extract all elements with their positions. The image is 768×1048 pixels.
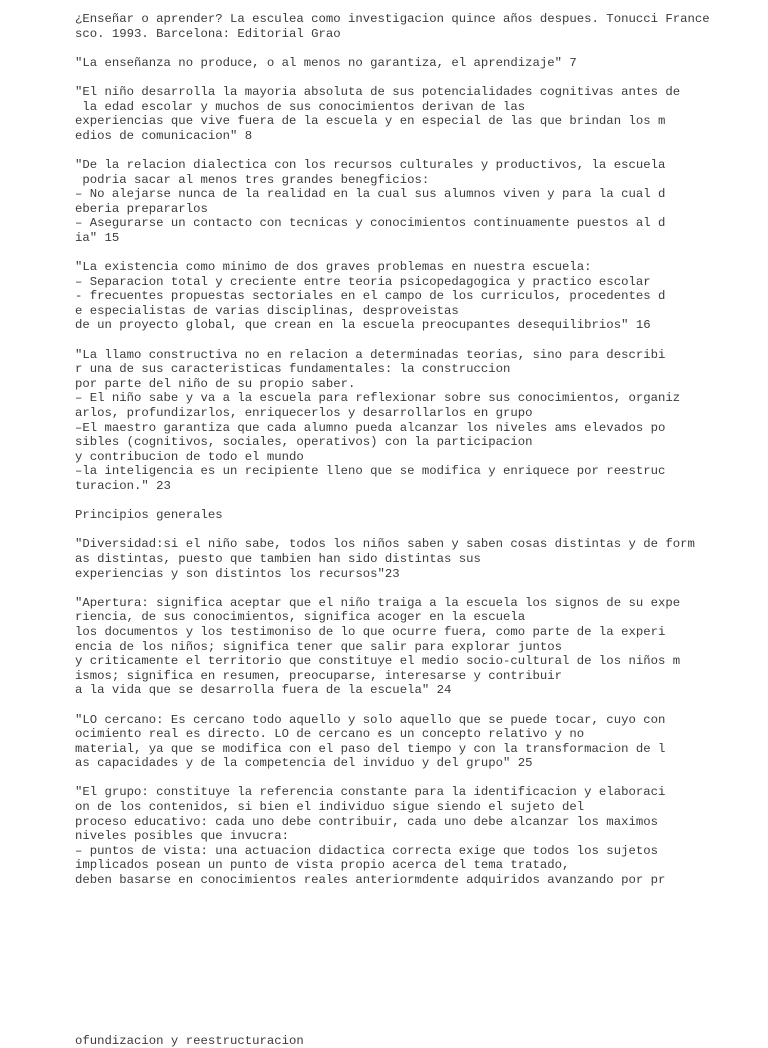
text-line: los documentos y los testimoniso de lo que ocurre fuera, como parte de la experi bbox=[75, 624, 666, 639]
text-line: as distintas, puesto que tambien han sido distintas sus bbox=[75, 551, 481, 566]
text-line: eberia prepararlos bbox=[75, 201, 208, 216]
text-line: niveles posibles que invucra: bbox=[75, 829, 290, 844]
text-line: "Apertura: significa aceptar que el niño traiga a la escuela los signos de su expe bbox=[75, 595, 681, 610]
text-line: ¿Enseñar o aprender? La esculea como investigacion quince años despues. Tonucci France bbox=[75, 12, 710, 26]
text-line: –El maestro garantiza que cada alumno pueda alcanzar los niveles ams elevados po bbox=[75, 420, 666, 435]
text-line: "Diversidad:si el niño sabe, todos los niños saben y saben cosas distintas y de form bbox=[75, 537, 695, 552]
text-line: encia de los niños; significa tener que salir para explorar juntos bbox=[75, 639, 563, 654]
text-line: por parte del niño de su propio saber. bbox=[75, 376, 356, 391]
text-line: podria sacar al menos tres grandes benegficios: bbox=[75, 172, 430, 187]
text-line: material, ya que se modifica con el paso del tiempo y con la transformacion de l bbox=[75, 741, 666, 756]
document-text bbox=[75, 12, 755, 1048]
text-line: proceso educativo: cada uno debe contribuir, cada uno debe alcanzar los maximos bbox=[75, 814, 658, 829]
text-line: de un proyecto global, que crean en la escuela preocupantes desequilibrios" 16 bbox=[75, 318, 651, 333]
paragraph bbox=[75, 85, 755, 143]
text-line: ocimiento real es directo. LO de cercano es un concepto relativo y no bbox=[75, 727, 585, 742]
text-line: experiencias y son distintos los recursos"23 bbox=[75, 566, 400, 581]
text-line: "La llamo constructiva no en relacion a determinadas teorias, sino para describi bbox=[75, 347, 666, 362]
text-line: e especialistas de varias disciplinas, desproveistas bbox=[75, 303, 459, 318]
paragraph bbox=[75, 158, 755, 246]
text-line: ia" 15 bbox=[75, 230, 120, 245]
text-line: as capacidades y de la competencia del inviduo y del grupo" 25 bbox=[75, 756, 533, 771]
text-line: – No alejarse nunca de la realidad en la cual sus alumnos viven y para la cual d bbox=[75, 187, 666, 202]
text-line: – El niño sabe y va a la escuela para reflexionar sobre sus conocimientos, organiz bbox=[75, 391, 681, 406]
paragraph bbox=[75, 713, 755, 771]
text-line: –la inteligencia es un recipiente lleno que se modifica y enriquece por reestruc bbox=[75, 464, 666, 479]
text-line: experiencias que vive fuera de la escuela y en especial de las que brindan los m bbox=[75, 114, 666, 129]
text-line: – puntos de vista: una actuacion didactica correcta exige que todos los sujetos bbox=[75, 843, 658, 858]
text-line: la edad escolar y muchos de sus conocimientos derivan de las bbox=[75, 99, 526, 114]
paragraph bbox=[75, 260, 755, 333]
text-line: on de los contenidos, si bien el individuo sigue siendo el sujeto del bbox=[75, 800, 585, 815]
text-line: "De la relacion dialectica con los recursos culturales y productivos, la escuela bbox=[75, 157, 666, 172]
text-line: - frecuentes propuestas sectoriales en el campo de los curriculos, procedentes d bbox=[75, 289, 666, 304]
paragraph bbox=[75, 12, 755, 41]
text-line: y contribucion de todo el mundo bbox=[75, 449, 304, 464]
text-line: "El niño desarrolla la mayoria absoluta de sus potencialidades cognitivas antes de bbox=[75, 84, 681, 99]
text-line: "La enseñanza no produce, o al menos no garantiza, el aprendizaje" 7 bbox=[75, 55, 577, 70]
paragraph bbox=[75, 596, 755, 698]
paragraph bbox=[75, 508, 755, 523]
text-line: implicados posean un punto de vista propio acerca del tema tratado, bbox=[75, 858, 570, 873]
text-line: turacion." 23 bbox=[75, 479, 171, 493]
paragraph bbox=[75, 537, 755, 581]
paragraph bbox=[75, 785, 755, 887]
text-line: y criticamente el territorio que constituye el medio socio-cultural de los niños m bbox=[75, 654, 681, 669]
text-line: a la vida que se desarrolla fuera de la escuela" 24 bbox=[75, 683, 452, 698]
text-line: sibles (cognitivos, sociales, operativos) con la participacion bbox=[75, 435, 533, 450]
paragraph bbox=[75, 56, 755, 71]
text-line: – Asegurarse un contacto con tecnicas y conocimientos continuamente puestos al d bbox=[75, 216, 666, 231]
text-line: r una de sus caracteristicas fundamentales: la construccion bbox=[75, 362, 511, 377]
text-line: "LO cercano: Es cercano todo aquello y solo aquello que se puede tocar, cuyo con bbox=[75, 712, 666, 727]
text-line: edios de comunicacion" 8 bbox=[75, 128, 253, 143]
text-line: riencia, de sus conocimientos, significa acoger en la escuela bbox=[75, 610, 526, 625]
text-line: arlos, profundizarlos, enriquecerlos y desarrollarlos en grupo bbox=[75, 406, 533, 421]
text-line: Principios generales bbox=[75, 508, 223, 523]
text-line: deben basarse en conocimientos reales anteriormdente adquiridos avanzando por pr bbox=[75, 873, 666, 888]
text-line: sco. 1993. Barcelona: Editorial Grao bbox=[75, 26, 341, 41]
text-line: – Separacion total y creciente entre teoria psicopedagogica y practico escolar bbox=[75, 274, 651, 289]
text-line: ismos; significa en resumen, preocuparse, interesarse y contribuir bbox=[75, 668, 563, 683]
trailing-text-line: ofundizacion y reestructuracion bbox=[75, 1033, 304, 1048]
paragraph bbox=[75, 348, 755, 494]
text-line: "La existencia como minimo de dos graves problemas en nuestra escuela: bbox=[75, 260, 592, 275]
text-line: "El grupo: constituye la referencia constante para la identificacion y elaboraci bbox=[75, 785, 666, 800]
